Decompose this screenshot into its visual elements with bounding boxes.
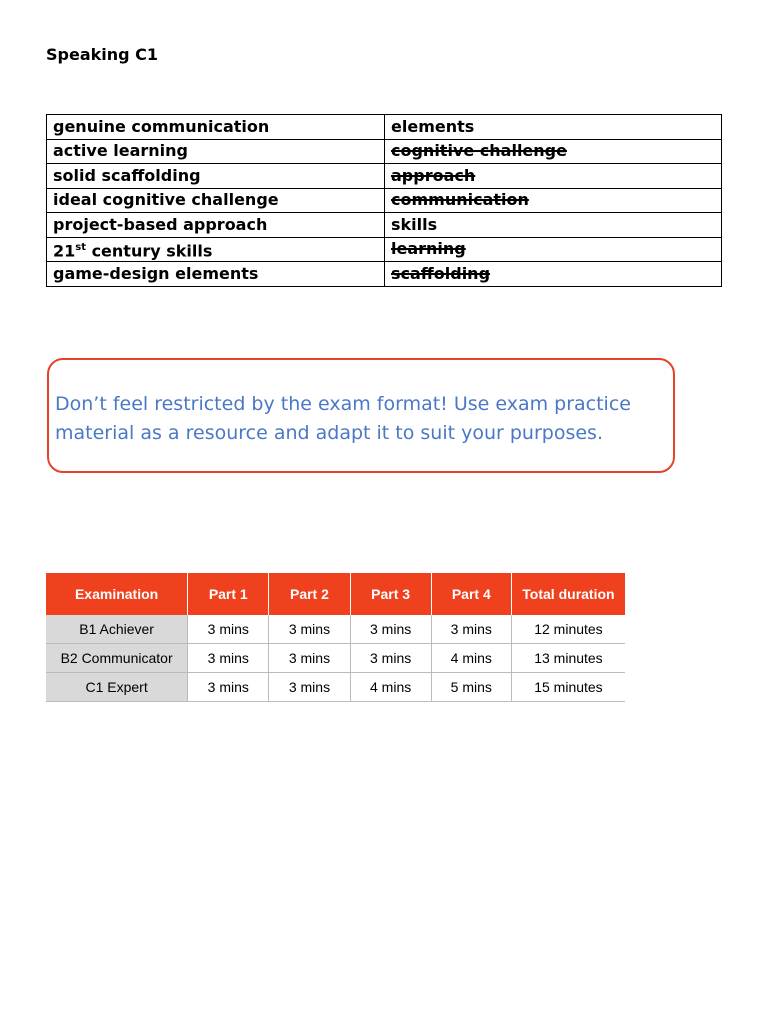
table-cell: active learning: [47, 139, 385, 164]
page-title: Speaking C1: [46, 45, 159, 64]
column-header: Part 2: [269, 573, 350, 615]
table-row: [47, 262, 722, 287]
struck-table-cell: learning: [385, 237, 722, 262]
exam-duration-table: [46, 573, 625, 702]
table-cell: 21st century skills: [47, 237, 385, 262]
table-header-row: [46, 573, 625, 615]
table-cell: 3 mins: [269, 615, 350, 644]
table-row: [47, 188, 722, 213]
table-cell: 15 minutes: [511, 673, 625, 702]
table-cell: 12 minutes: [511, 615, 625, 644]
table-row: [46, 673, 625, 702]
table-row: [47, 213, 722, 238]
tip-callout-box: [47, 358, 675, 473]
column-header: Part 1: [188, 573, 269, 615]
struck-table-cell: approach: [385, 164, 722, 189]
tip-text: Don’t feel restricted by the exam format! Use exam practice material as a resource and adapt it to suit your purposes.: [55, 393, 631, 444]
column-header: Total duration: [511, 573, 625, 615]
table-cell: elements: [385, 115, 722, 140]
table-row: [47, 139, 722, 164]
table-cell: 4 mins: [350, 673, 431, 702]
table-cell: 3 mins: [188, 615, 269, 644]
table-cell: game-design elements: [47, 262, 385, 287]
table-row: [46, 644, 625, 673]
struck-table-cell: communication: [385, 188, 722, 213]
table-cell: 4 mins: [431, 644, 511, 673]
column-header: Part 4: [431, 573, 511, 615]
collocation-table: [46, 114, 722, 287]
table-cell: 3 mins: [350, 615, 431, 644]
table-cell: 3 mins: [269, 673, 350, 702]
table-row: [47, 237, 722, 262]
column-header: Examination: [46, 573, 188, 615]
table-cell: 3 mins: [188, 673, 269, 702]
table-cell: ideal cognitive challenge: [47, 188, 385, 213]
table-cell: 3 mins: [431, 615, 511, 644]
table-row: [46, 615, 625, 644]
table-cell: C1 Expert: [46, 673, 188, 702]
table-row: [47, 164, 722, 189]
table-cell: skills: [385, 213, 722, 238]
table-cell: solid scaffolding: [47, 164, 385, 189]
table-cell: B1 Achiever: [46, 615, 188, 644]
table-cell: 3 mins: [350, 644, 431, 673]
column-header: Part 3: [350, 573, 431, 615]
table-row: [47, 115, 722, 140]
table-cell: B2 Communicator: [46, 644, 188, 673]
table-cell: 3 mins: [269, 644, 350, 673]
struck-table-cell: cognitive challenge: [385, 139, 722, 164]
table-cell: genuine communication: [47, 115, 385, 140]
table-cell: 13 minutes: [511, 644, 625, 673]
table-cell: project-based approach: [47, 213, 385, 238]
table-cell: 3 mins: [188, 644, 269, 673]
struck-table-cell: scaffolding: [385, 262, 722, 287]
table-cell: 5 mins: [431, 673, 511, 702]
